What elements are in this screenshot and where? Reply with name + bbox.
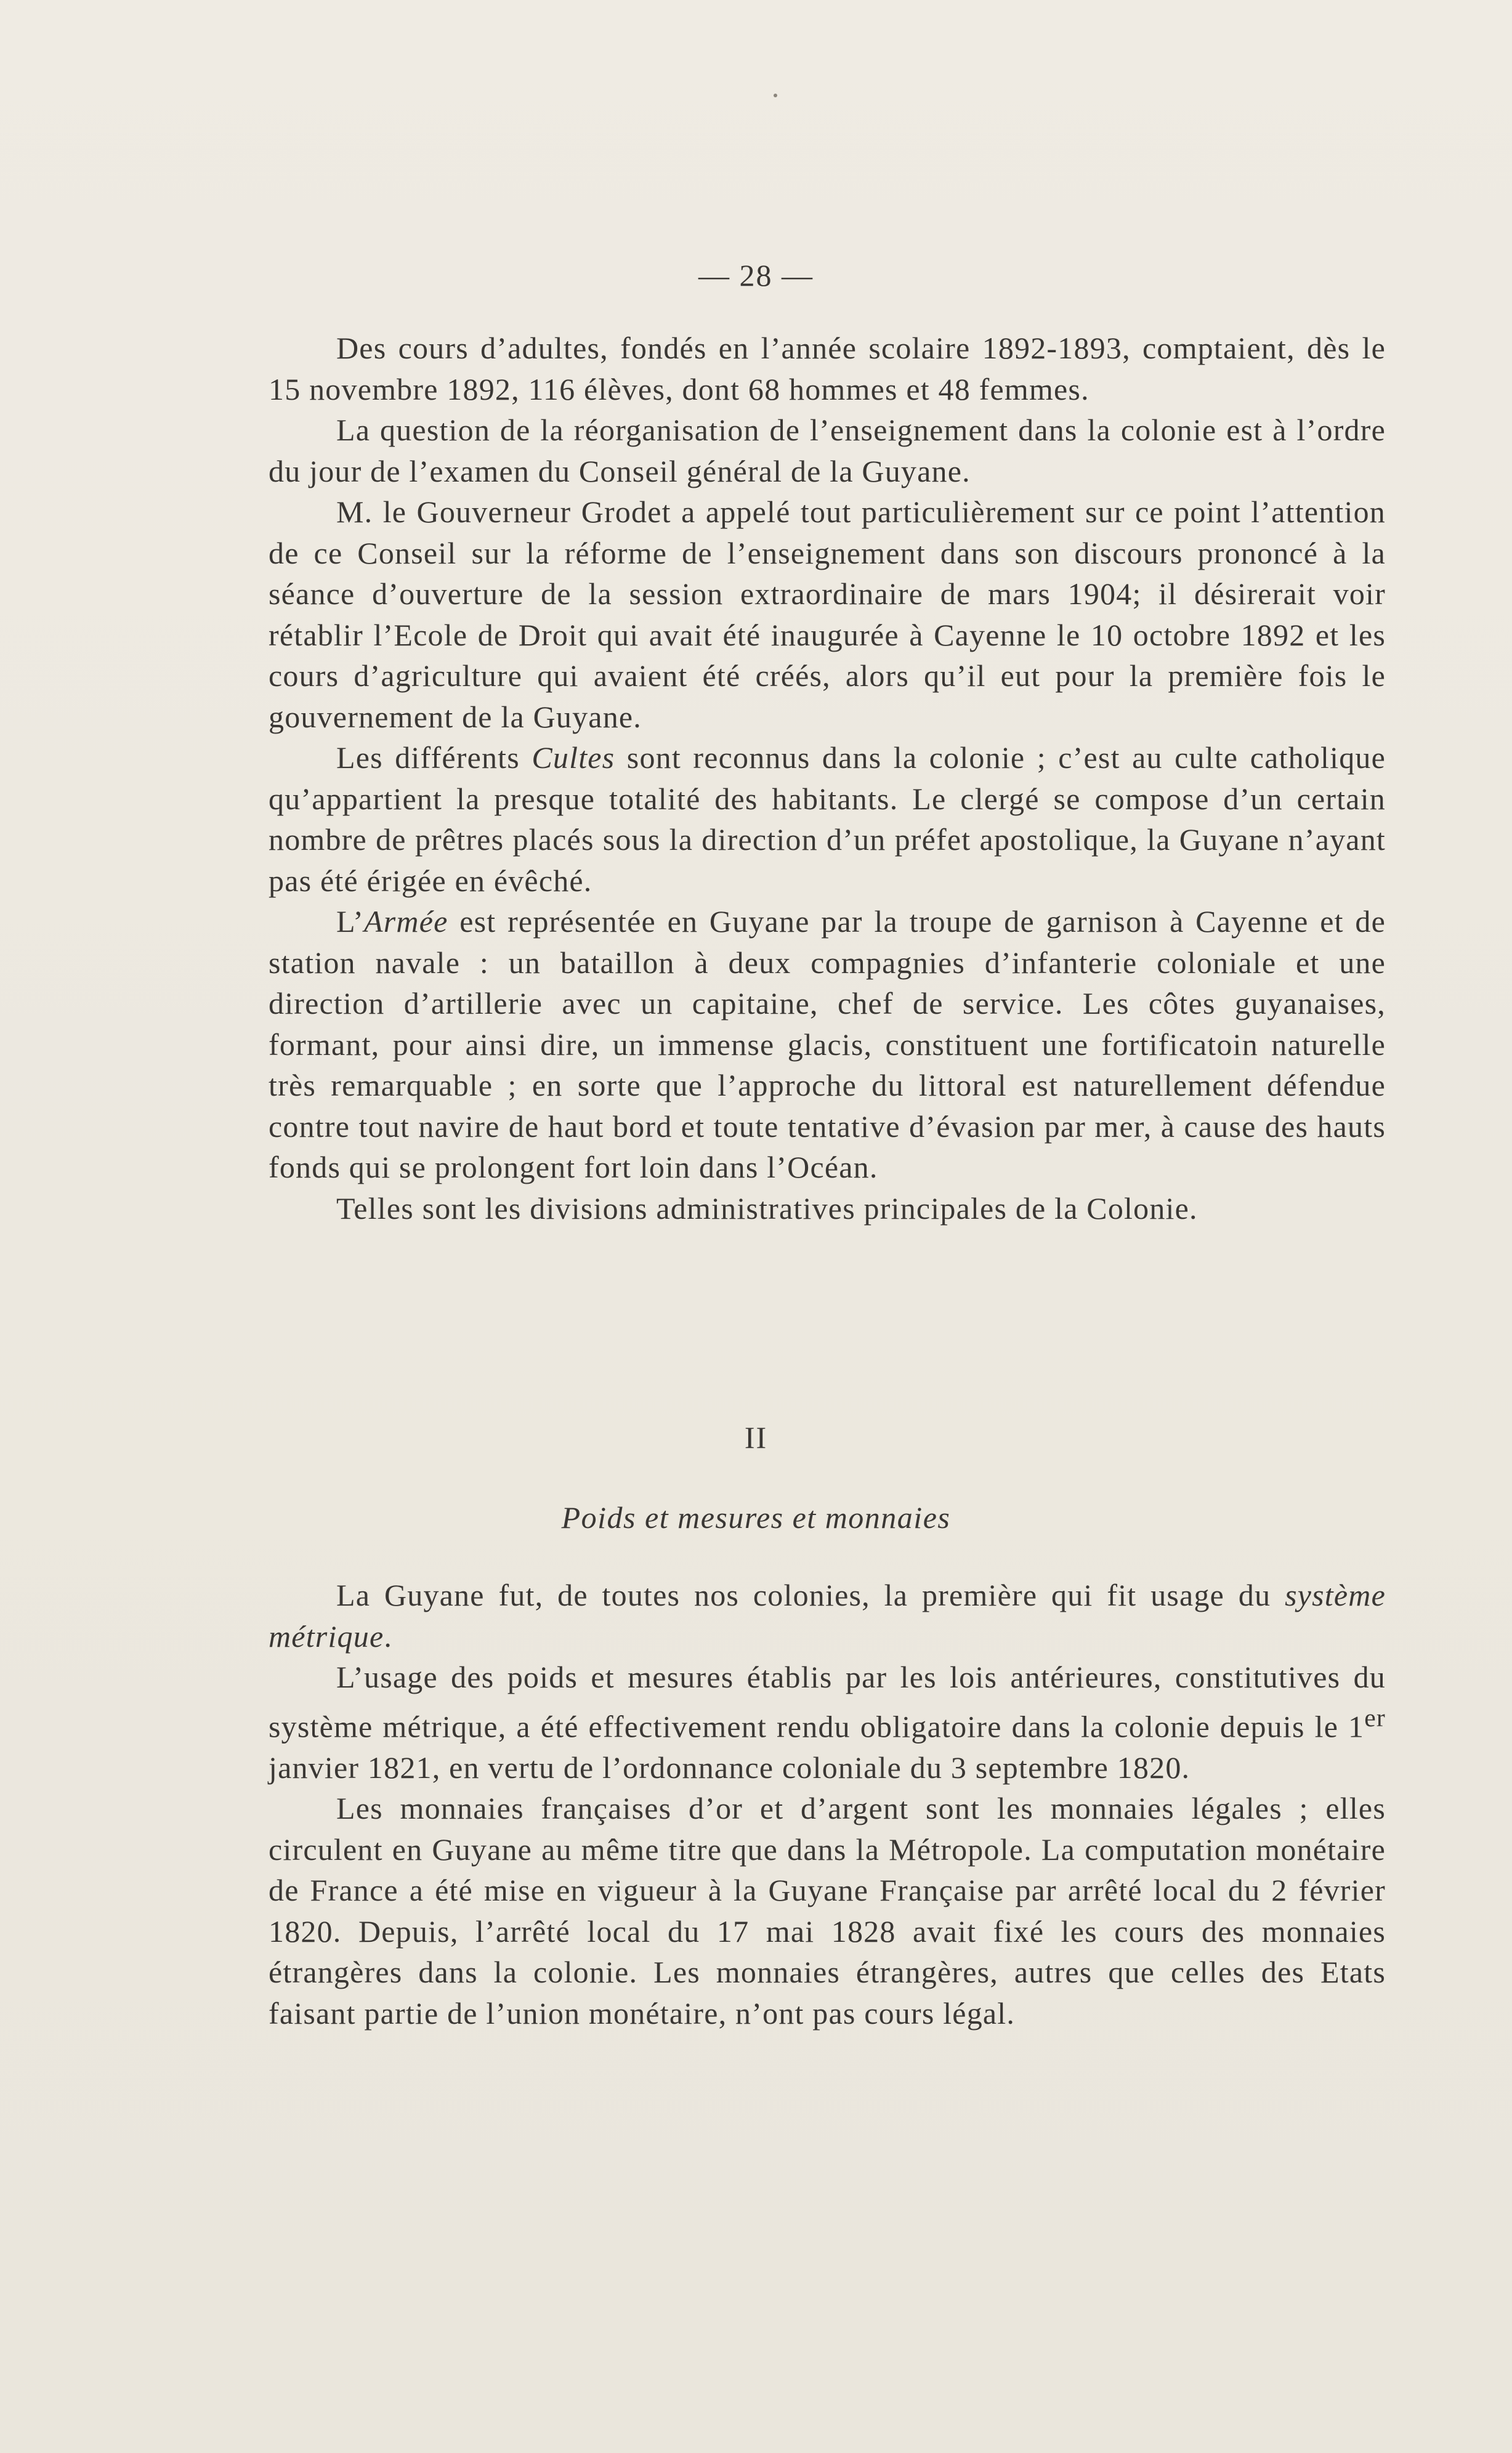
ordinal-superscript: er: [1364, 1703, 1386, 1732]
paragraph-reorganisation: La question de la réorganisation de l’enseignement dans la colonie est à l’ordre du jour de l’examen du Conseil général de la Guyane.: [269, 413, 1386, 488]
paragraph-metric-system: [269, 1575, 1386, 1657]
paragraph-cults: [269, 737, 1386, 901]
page-number: — 28 —: [698, 258, 814, 293]
metric-text-after: .: [384, 1618, 393, 1654]
metric-text-before: La Guyane fut, de toutes nos colonies, la première qui fit usage du: [336, 1578, 1285, 1612]
cults-text-before: Les différents: [336, 740, 532, 775]
metric-emphasis: système métrique: [269, 1578, 1386, 1654]
paragraph-divisions: Telles sont les divisions administratives principales de la Colonie.: [336, 1190, 1198, 1226]
paragraph-currency: Les monnaies françaises d’or et d’argent sont les monnaies légales ; elles circulent en Guyane au même titre que dans la Métropole. La computation monétaire de France a été mise en vigueur à la Guyane Française par arrêté local du 2 février 1820. Depuis, l’arrêté local du 17 mai 1828 avait fixé les cours des monnaies étrangères dans la colonie. Les monnaies étrangères, autres que celles des Etats faisant partie de l’union monétaire, n’ont pas cours légal.: [269, 1791, 1386, 2031]
army-text-after: est représentée en Guyane par la troupe de garnison à Cayenne et de station navale : un bataillon à deux compagnies d’infanterie coloniale et une direction d’artillerie avec un capitaine, chef de service. Les côtes guyanaises, formant, pour ainsi dire, un immense glacis, constituent une fortificatoin naturelle très remarquable ; en sorte que l’approche du littoral est naturellement défendue contre tout navire de haut bord et toute tentative d’évasion par mer, à cause des hauts fonds qui se prolongent fort loin dans l’Océan.: [269, 904, 1386, 1184]
weights-text-after: janvier 1821, en vertu de l’ordonnance coloniale du 3 septembre 1820.: [269, 1750, 1191, 1785]
paragraph-governor: M. le Gouverneur Grodet a appelé tout particulièrement sur ce point l’attention de ce Conseil sur la réforme de l’enseignement dans son discours prononcé à la séance d’ouverture de la session extraordinaire de mars 1904; il désirerait voir rétablir l’Ecole de Droit qui avait été inaugurée à Cayenne le 10 octobre 1892 et les cours d’agriculture qui avaient été créés, alors qu’il eut pour la première fois le gouvernement de la Guyane.: [269, 495, 1386, 734]
paragraph-adult-courses: Des cours d’adultes, fondés en l’année scolaire 1892-1893, comptaient, dès le 15 novembre 1892, 116 élèves, dont 68 hommes et 48 femmes.: [269, 331, 1386, 406]
section-title: Poids et mesures et monnaies: [561, 1500, 951, 1535]
section-two-body: [269, 1575, 1386, 2034]
paragraph-weights-measures: [269, 1657, 1386, 1788]
army-text-before: L’: [336, 904, 365, 939]
paragraph-army: [269, 901, 1386, 1188]
section-one-body: [269, 328, 1386, 1229]
cults-emphasis: Cultes: [532, 740, 615, 775]
weights-text-before: L’usage des poids et mesures établis par les lois antérieures, constitutives du système métrique, a été effectivement rendu obligatoire dans la colonie depuis le 1: [269, 1660, 1386, 1744]
section-numeral: II: [744, 1420, 768, 1455]
army-emphasis: Armée: [364, 904, 448, 939]
paper-speck: [774, 94, 777, 97]
cults-text-after: sont reconnus dans la colonie ; c’est au culte catholique qu’appartient la presque totalité des habitants. Le clergé se compose d’un certain nombre de prêtres placés sous la direction d’un préfet apostolique, la Guyane n’ayant pas été érigée en évêché.: [269, 740, 1386, 898]
